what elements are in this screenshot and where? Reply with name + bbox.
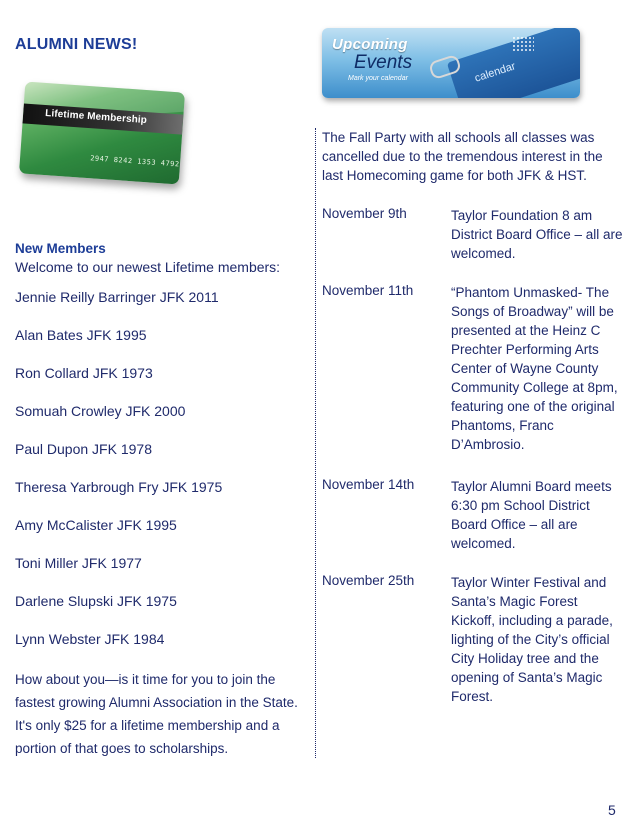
event-description: “Phantom Unmasked- The Songs of Broadway” will be presented at the Heinz C Prechter Performing Arts Center of Wayne County Community College at 8pm, featuring one of the original Phantoms, Franc D’Ambrosio.	[451, 285, 618, 452]
page-title: ALUMNI NEWS!	[15, 36, 138, 53]
lifetime-membership-card-image	[19, 82, 185, 185]
event-date: November 25th	[322, 573, 415, 588]
event-description: Taylor Alumni Board meets 6:30 pm School District Board Office – all are welcomed.	[451, 479, 612, 551]
card-label: Lifetime Membership	[44, 108, 148, 127]
member-item: Toni Miller JFK 1977	[15, 555, 142, 571]
event-description: Taylor Winter Festival and Santa’s Magic Forest Kickoff, including a parade, lighting of the City’s official City Holiday tree and the opening of Santa’s Magic Forest.	[451, 575, 613, 704]
column-divider	[315, 128, 316, 758]
new-members-heading: New Members	[15, 241, 106, 256]
member-item: Darlene Slupski JFK 1975	[15, 593, 177, 609]
member-item: Jennie Reilly Barringer JFK 2011	[15, 289, 219, 305]
upcoming-events-banner	[322, 28, 580, 98]
member-item: Lynn Webster JFK 1984	[15, 631, 165, 647]
event-date: November 14th	[322, 477, 415, 492]
member-item: Theresa Yarbrough Fry JFK 1975	[15, 479, 223, 495]
banner-subtitle: Mark your calendar	[348, 75, 408, 82]
member-item: Paul Dupon JFK 1978	[15, 441, 152, 457]
banner-upcoming: Upcoming	[332, 36, 408, 53]
calendar-grid-icon	[512, 36, 534, 52]
member-item: Amy McCalister JFK 1995	[15, 517, 177, 533]
events-intro: The Fall Party with all schools all classes was cancelled due to the tremendous interest in the last Homecoming game for both JFK & HST.	[322, 130, 603, 183]
member-item: Alan Bates JFK 1995	[15, 327, 147, 343]
page-number: 5	[608, 802, 616, 818]
member-item: Ron Collard JFK 1973	[15, 365, 153, 381]
banner-events: Events	[354, 52, 413, 73]
membership-pitch: How about you—is it time for you to join the fastest growing Alumni Association in the State. It's only $25 for a lifetime membership and a portion of that goes to scholarships.	[15, 672, 298, 756]
event-date: November 9th	[322, 206, 407, 221]
card-number: 2947 8242 1353 4792	[89, 154, 180, 169]
member-item: Somuah Crowley JFK 2000	[15, 403, 186, 419]
event-description: Taylor Foundation 8 am District Board Office – all are welcomed.	[451, 208, 623, 261]
calendar-label: calendar	[473, 60, 518, 85]
event-date: November 11th	[322, 283, 414, 298]
welcome-text: Welcome to our newest Lifetime members:	[15, 259, 281, 275]
